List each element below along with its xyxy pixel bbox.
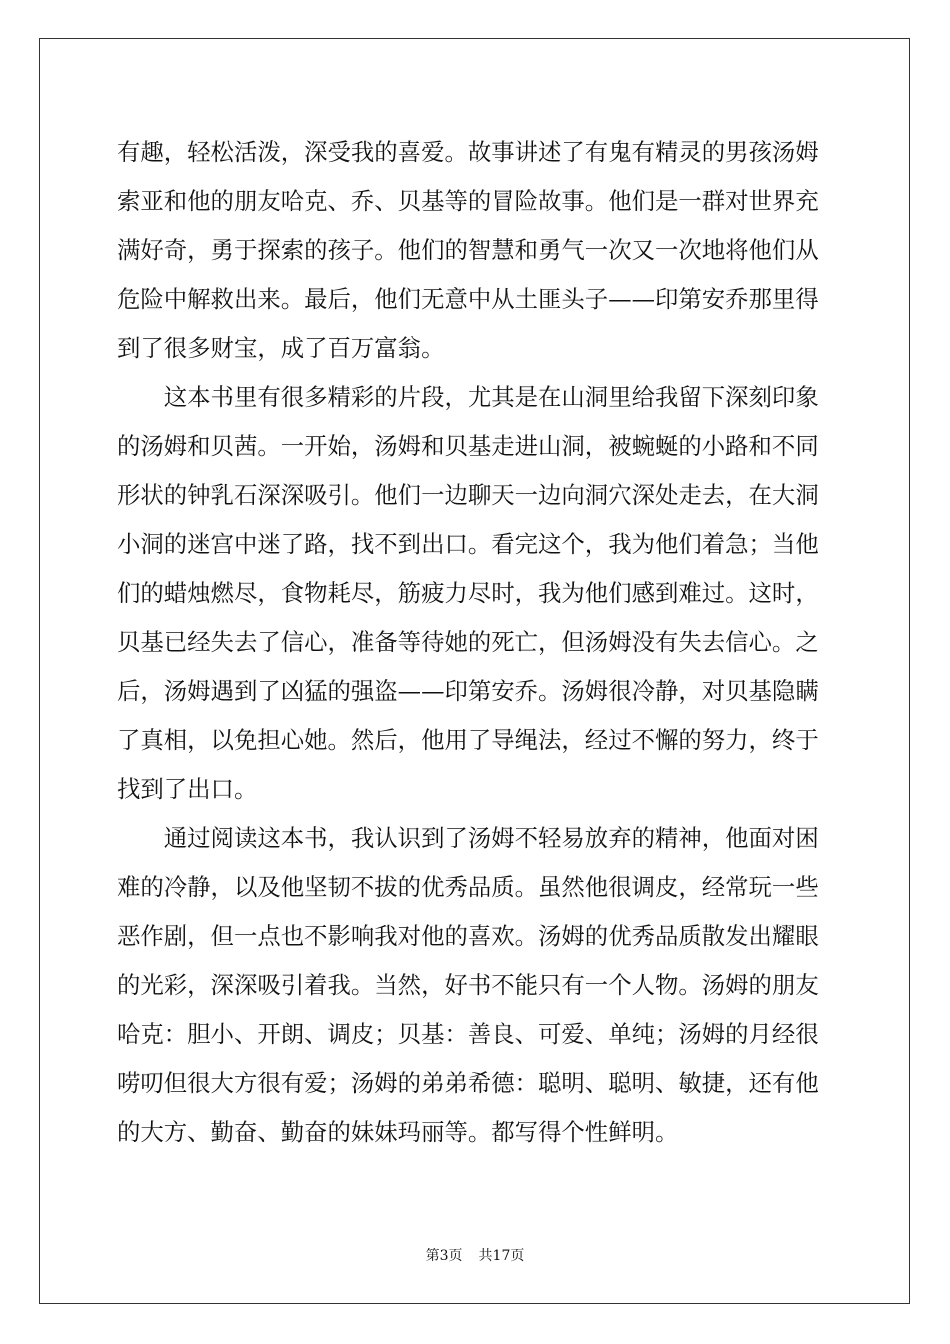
text-line: 找到了出口。 xyxy=(117,775,258,803)
text-line: 难的冷静，以及他坚韧不拔的优秀品质。虽然他很调皮，经常玩一些 xyxy=(117,873,819,901)
text-line: 恶作剧，但一点也不影响我对他的喜欢。汤姆的优秀品质散发出耀眼 xyxy=(117,922,819,950)
text-line: 小洞的迷宫中迷了路，找不到出口。看完这个，我为他们着急；当他 xyxy=(117,530,819,558)
text-line: 形状的钟乳石深深吸引。他们一边聊天一边向洞穴深处走去，在大洞 xyxy=(117,481,819,509)
text-line: 的大方、勤奋、勤奋的妹妹玛丽等。都写得个性鲜明。 xyxy=(117,1118,679,1146)
page-number: 第3页 xyxy=(425,1248,463,1264)
text-line: 到了很多财宝，成了百万富翁。 xyxy=(117,334,445,362)
text-line: 索亚和他的朋友哈克、乔、贝基等的冒险故事。他们是一群对世界充 xyxy=(117,187,819,215)
article-body xyxy=(117,128,833,1157)
page-total: 共17页 xyxy=(478,1248,525,1264)
text-line: 有趣，轻松活泼，深受我的喜爱。故事讲述了有鬼有精灵的男孩汤姆 xyxy=(117,138,819,166)
text-line: 满好奇，勇于探索的孩子。他们的智慧和勇气一次又一次地将他们从 xyxy=(117,236,819,264)
text-line: 通过阅读这本书，我认识到了汤姆不轻易放弃的精神，他面对困 xyxy=(117,824,819,852)
text-line: 的光彩，深深吸引着我。当然，好书不能只有一个人物。汤姆的朋友 xyxy=(117,971,819,999)
text-line: 们的蜡烛燃尽，食物耗尽，筋疲力尽时，我为他们感到难过。这时， xyxy=(117,579,819,607)
text-line: 的汤姆和贝茜。一开始，汤姆和贝基走进山洞，被蜿蜒的小路和不同 xyxy=(117,432,819,460)
text-line: 贝基已经失去了信心，准备等待她的死亡，但汤姆没有失去信心。之 xyxy=(117,628,819,656)
text-line: 后，汤姆遇到了凶猛的强盗——印第安乔。汤姆很冷静，对贝基隐瞒 xyxy=(117,677,819,705)
page-footer xyxy=(0,1246,950,1266)
text-line: 这本书里有很多精彩的片段，尤其是在山洞里给我留下深刻印象 xyxy=(117,383,819,411)
text-line: 哈克：胆小、开朗、调皮；贝基：善良、可爱、单纯；汤姆的月经很 xyxy=(117,1020,819,1048)
text-line: 了真相，以免担心她。然后，他用了导绳法，经过不懈的努力，终于 xyxy=(117,726,819,754)
text-line: 唠叨但很大方很有爱；汤姆的弟弟希德：聪明、聪明、敏捷，还有他 xyxy=(117,1069,819,1097)
text-line: 危险中解救出来。最后，他们无意中从土匪头子——印第安乔那里得 xyxy=(117,285,819,313)
